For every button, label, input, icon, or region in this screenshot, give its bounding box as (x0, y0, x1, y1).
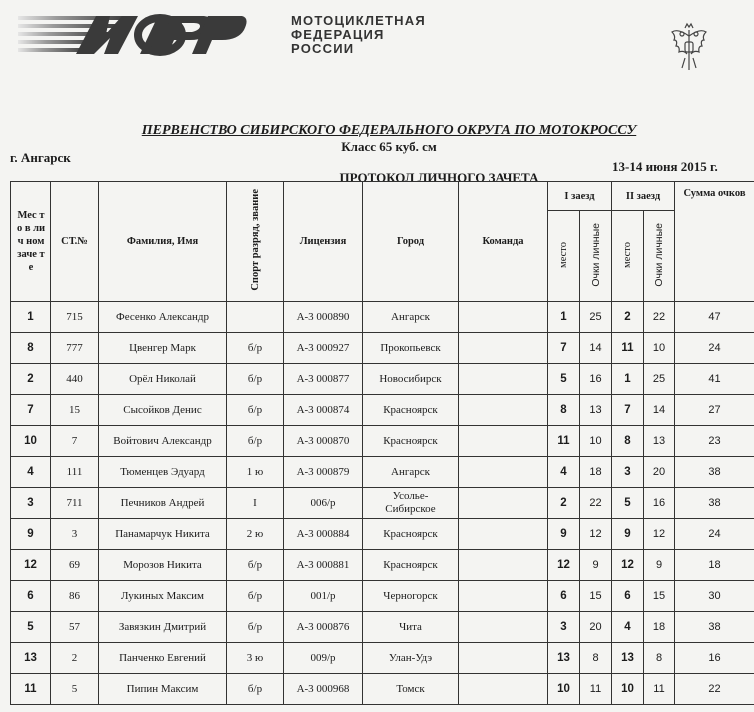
license-cell: А-3 000890 (284, 302, 363, 333)
race2-points-cell: 11 (644, 674, 675, 705)
race2-position-cell: 3 (612, 457, 644, 488)
col-city-header: Город (363, 182, 459, 302)
race1-position-cell: 3 (548, 612, 580, 643)
rank-cell: 3 ю (227, 643, 284, 674)
race1-position-cell: 8 (548, 395, 580, 426)
race1-points-cell: 16 (580, 364, 612, 395)
col-name-header: Фамилия, Имя (99, 182, 227, 302)
city-cell: Красноярск (363, 519, 459, 550)
race2-position-cell: 6 (612, 581, 644, 612)
total-cell: 16 (675, 643, 754, 674)
federation-name (291, 14, 426, 56)
rank-cell: б/р (227, 364, 284, 395)
rank-cell: I (227, 488, 284, 519)
race2-position-cell: 7 (612, 395, 644, 426)
race1-points-label: Очки личные (589, 222, 602, 287)
total-cell: 30 (675, 581, 754, 612)
federation-line-3: РОССИИ (291, 41, 355, 56)
table-row (11, 302, 754, 333)
table-row (11, 674, 754, 705)
rank-cell: 2 ю (227, 519, 284, 550)
race2-position-cell: 13 (612, 643, 644, 674)
race1-points-cell: 14 (580, 333, 612, 364)
table-row (11, 395, 754, 426)
place-cell: 13 (11, 643, 51, 674)
place-cell: 9 (11, 519, 51, 550)
table-row (11, 488, 754, 519)
start-number-cell: 86 (51, 581, 99, 612)
race2-position-cell: 4 (612, 612, 644, 643)
rider-name-cell: Панамарчук Никита (99, 519, 227, 550)
race1-points-cell: 22 (580, 488, 612, 519)
total-cell: 24 (675, 333, 754, 364)
rank-cell: б/р (227, 581, 284, 612)
race2-points-cell: 12 (644, 519, 675, 550)
total-cell: 38 (675, 488, 754, 519)
col-rank-header (227, 182, 284, 302)
rank-cell (227, 302, 284, 333)
license-cell: А-3 000884 (284, 519, 363, 550)
race2-position-header (612, 211, 644, 302)
race1-position-label: место (558, 241, 569, 268)
race1-position-cell: 12 (548, 550, 580, 581)
race1-position-cell: 13 (548, 643, 580, 674)
city-cell: Прокопьевск (363, 333, 459, 364)
federation-line-2: ФЕДЕРАЦИЯ (291, 27, 385, 42)
coat-of-arms-emblem (668, 22, 710, 72)
race2-points-cell: 18 (644, 612, 675, 643)
race1-header: I заезд (548, 182, 612, 211)
start-number-cell: 3 (51, 519, 99, 550)
race1-position-header (548, 211, 580, 302)
rank-cell: б/р (227, 333, 284, 364)
place-cell: 2 (11, 364, 51, 395)
table-row (11, 519, 754, 550)
rider-name-cell: Войтович Александр (99, 426, 227, 457)
license-cell: А-3 000879 (284, 457, 363, 488)
race1-position-cell: 5 (548, 364, 580, 395)
place-cell: 11 (11, 674, 51, 705)
team-cell (459, 333, 548, 364)
place-cell: 8 (11, 333, 51, 364)
race1-position-cell: 7 (548, 333, 580, 364)
total-cell: 23 (675, 426, 754, 457)
race2-points-header (644, 211, 675, 302)
race1-points-cell: 9 (580, 550, 612, 581)
total-cell: 47 (675, 302, 754, 333)
race1-points-cell: 12 (580, 519, 612, 550)
race2-position-cell: 12 (612, 550, 644, 581)
race1-position-cell: 4 (548, 457, 580, 488)
team-cell (459, 519, 548, 550)
city-cell: Красноярск (363, 550, 459, 581)
city-cell: Ангарск (363, 457, 459, 488)
race2-points-cell: 25 (644, 364, 675, 395)
table-row (11, 333, 754, 364)
race2-position-cell: 8 (612, 426, 644, 457)
race2-points-cell: 8 (644, 643, 675, 674)
race1-position-cell: 9 (548, 519, 580, 550)
license-cell: А-3 000870 (284, 426, 363, 457)
race1-points-cell: 25 (580, 302, 612, 333)
total-cell: 38 (675, 612, 754, 643)
total-cell: 18 (675, 550, 754, 581)
start-number-cell: 57 (51, 612, 99, 643)
place-cell: 10 (11, 426, 51, 457)
rider-name-cell: Морозов Никита (99, 550, 227, 581)
race2-points-label: Очки личные (653, 222, 665, 287)
team-cell (459, 302, 548, 333)
col-license-header: Лицензия (284, 182, 363, 302)
col-team-header: Команда (459, 182, 548, 302)
race2-header: II заезд (612, 182, 675, 211)
table-row (11, 643, 754, 674)
team-cell (459, 457, 548, 488)
race1-position-cell: 10 (548, 674, 580, 705)
city-cell: Улан-Удэ (363, 643, 459, 674)
place-cell: 12 (11, 550, 51, 581)
race2-points-cell: 13 (644, 426, 675, 457)
license-cell: 006/р (284, 488, 363, 519)
city-cell: Черногорск (363, 581, 459, 612)
total-cell: 22 (675, 674, 754, 705)
city-cell: Красноярск (363, 426, 459, 457)
col-rank-label: Спорт разряд, звание (249, 189, 261, 291)
team-cell (459, 612, 548, 643)
rank-cell: б/р (227, 395, 284, 426)
rider-name-cell: Печников Андрей (99, 488, 227, 519)
license-cell: А-3 000968 (284, 674, 363, 705)
race1-points-cell: 15 (580, 581, 612, 612)
table-row (11, 364, 754, 395)
rider-name-cell: Цвенгер Марк (99, 333, 227, 364)
race2-points-cell: 14 (644, 395, 675, 426)
table-row (11, 581, 754, 612)
col-place-header (11, 182, 51, 302)
start-number-cell: 715 (51, 302, 99, 333)
team-cell (459, 581, 548, 612)
col-sum-header: Сумма очков (675, 182, 754, 302)
race2-position-cell: 1 (612, 364, 644, 395)
rider-name-cell: Лукиных Максим (99, 581, 227, 612)
race2-points-cell: 10 (644, 333, 675, 364)
place-cell: 5 (11, 612, 51, 643)
race2-position-cell: 5 (612, 488, 644, 519)
venue-city: г. Ангарск (10, 150, 71, 165)
team-cell (459, 643, 548, 674)
race2-points-cell: 15 (644, 581, 675, 612)
race1-points-cell: 20 (580, 612, 612, 643)
city-cell: Ангарск (363, 302, 459, 333)
place-cell: 4 (11, 457, 51, 488)
city-cell: Чита (363, 612, 459, 643)
team-cell (459, 364, 548, 395)
rider-name-cell: Орёл Николай (99, 364, 227, 395)
place-cell: 1 (11, 302, 51, 333)
start-number-cell: 777 (51, 333, 99, 364)
team-cell (459, 674, 548, 705)
city-cell: Усолье-Сибирское (363, 488, 459, 519)
race2-position-cell: 2 (612, 302, 644, 333)
rank-cell: б/р (227, 550, 284, 581)
table-row (11, 550, 754, 581)
race1-points-cell: 8 (580, 643, 612, 674)
rank-cell: 1 ю (227, 457, 284, 488)
license-cell: 009/р (284, 643, 363, 674)
start-number-cell: 15 (51, 395, 99, 426)
city-cell: Томск (363, 674, 459, 705)
results-table (10, 181, 754, 705)
col-place-label: Мес т о в лич ном заче те (16, 210, 46, 273)
protocol-heading: ПРОТОКОЛ ЛИЧНОГО ЗАЧЕТА (339, 170, 539, 185)
start-number-cell: 440 (51, 364, 99, 395)
race2-position-cell: 9 (612, 519, 644, 550)
start-number-cell: 111 (51, 457, 99, 488)
city-cell: Красноярск (363, 395, 459, 426)
total-cell: 38 (675, 457, 754, 488)
license-cell: А-3 000874 (284, 395, 363, 426)
race2-points-cell: 22 (644, 302, 675, 333)
license-cell: А-3 000881 (284, 550, 363, 581)
race1-position-cell: 11 (548, 426, 580, 457)
start-number-cell: 5 (51, 674, 99, 705)
race2-position-cell: 11 (612, 333, 644, 364)
race2-points-cell: 20 (644, 457, 675, 488)
license-cell: А-3 000927 (284, 333, 363, 364)
team-cell (459, 426, 548, 457)
rider-name-cell: Сысойков Денис (99, 395, 227, 426)
rider-name-cell: Панченко Евгений (99, 643, 227, 674)
federation-line-1: МОТОЦИКЛЕТНАЯ (291, 13, 426, 28)
table-row (11, 612, 754, 643)
rider-name-cell: Завязкин Дмитрий (99, 612, 227, 643)
place-cell: 7 (11, 395, 51, 426)
place-cell: 3 (11, 488, 51, 519)
race2-position-cell: 10 (612, 674, 644, 705)
race1-points-cell: 13 (580, 395, 612, 426)
start-number-cell: 69 (51, 550, 99, 581)
rider-name-cell: Тюменцев Эдуард (99, 457, 227, 488)
mfr-logo (18, 10, 248, 60)
license-cell: А-3 000877 (284, 364, 363, 395)
rank-cell: б/р (227, 426, 284, 457)
race1-points-cell: 18 (580, 457, 612, 488)
start-number-cell: 2 (51, 643, 99, 674)
license-cell: А-3 000876 (284, 612, 363, 643)
rank-cell: б/р (227, 612, 284, 643)
team-cell (459, 550, 548, 581)
license-cell: 001/р (284, 581, 363, 612)
total-cell: 27 (675, 395, 754, 426)
team-cell (459, 488, 548, 519)
event-dates: 13-14 июня 2015 г. (612, 159, 718, 174)
team-cell (459, 395, 548, 426)
city-cell: Новосибирск (363, 364, 459, 395)
table-row (11, 426, 754, 457)
class-subtitle: Класс 65 куб. см (341, 139, 437, 154)
race2-position-label: место (622, 241, 633, 268)
race1-position-cell: 2 (548, 488, 580, 519)
document-title: ПЕРВЕНСТВО СИБИРСКОГО ФЕДЕРАЛЬНОГО ОКРУГА ПО МОТОКРОССУ (141, 123, 637, 138)
race1-points-header (580, 211, 612, 302)
total-cell: 24 (675, 519, 754, 550)
start-number-cell: 711 (51, 488, 99, 519)
race2-points-cell: 16 (644, 488, 675, 519)
race1-points-cell: 11 (580, 674, 612, 705)
rider-name-cell: Фесенко Александр (99, 302, 227, 333)
col-number-header: СТ.№ (51, 182, 99, 302)
total-cell: 41 (675, 364, 754, 395)
race1-position-cell: 1 (548, 302, 580, 333)
race2-points-cell: 9 (644, 550, 675, 581)
rider-name-cell: Пипин Максим (99, 674, 227, 705)
start-number-cell: 7 (51, 426, 99, 457)
table-row (11, 457, 754, 488)
race1-position-cell: 6 (548, 581, 580, 612)
place-cell: 6 (11, 581, 51, 612)
race1-points-cell: 10 (580, 426, 612, 457)
rank-cell: б/р (227, 674, 284, 705)
